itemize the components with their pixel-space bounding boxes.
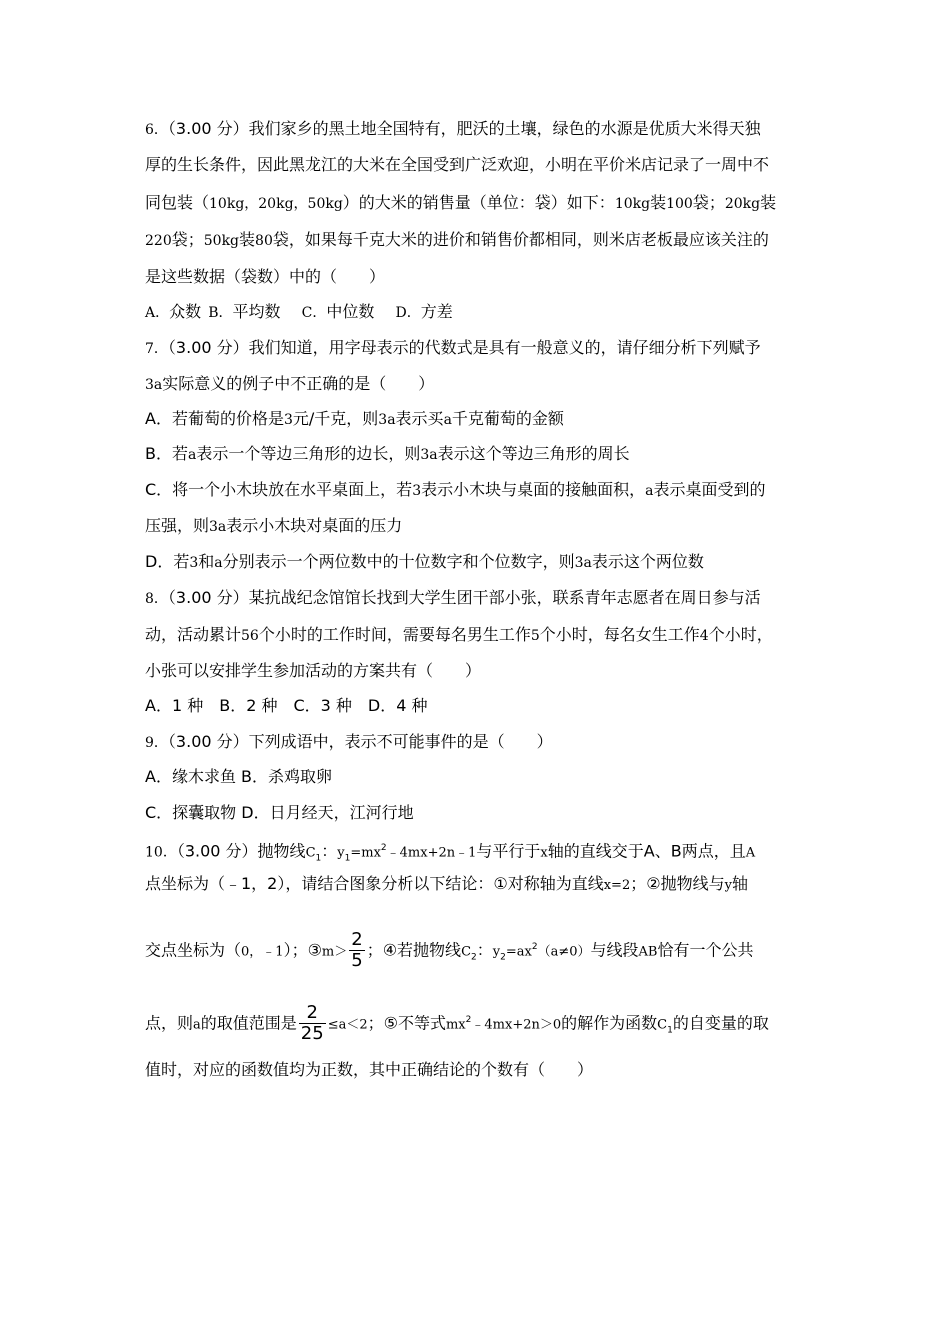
q10-text: 的解作为函数 <box>561 1013 658 1033</box>
q7-text: 3 <box>189 555 199 571</box>
q10-text: 的自变量的取 <box>672 1013 769 1033</box>
q6-text: 是这些数据（袋数）中的（ ） <box>145 267 386 286</box>
q7-number: 7． <box>145 341 168 357</box>
fraction-numerator: 2 <box>351 929 363 951</box>
q7-text: 3a <box>209 519 227 535</box>
q7-text: 表示买 <box>395 409 444 428</box>
q7-option-a <box>145 408 564 431</box>
q6-option-a-letter: A． <box>145 305 170 321</box>
q7-text: 表示一个等边三角形的边长，则 <box>196 444 421 463</box>
q7-text: 分别表示一个两位数中的十位数字和个位数字，则 <box>222 552 575 571</box>
q6-text: 袋； <box>692 193 725 212</box>
q7-option-d <box>145 551 704 574</box>
q6-line-2 <box>145 154 769 176</box>
q10-text: C <box>461 944 472 960</box>
q10-text: ﹣4mx+2n＞0 <box>471 1017 562 1033</box>
q10-text: ）；③ <box>283 940 322 960</box>
q9-option-c: C．探囊取物 <box>145 803 237 822</box>
q10-text: 两点，且 <box>681 841 746 861</box>
q10-text: 轴的直线交于 <box>547 841 644 861</box>
q9-option-a: A．缘木求鱼 <box>145 767 236 786</box>
q6-number: 6． <box>145 122 168 138</box>
q8-text: 某抗战纪念馆馆长找到大学生团干部小张，联系青年志愿者在周日参与活 <box>248 588 761 607</box>
q10-text: a <box>193 1017 201 1033</box>
q7-text: 3 <box>412 483 422 499</box>
q6-option-b-letter: B． <box>208 305 233 321</box>
q6-text: 袋，如果每千克大米的进价和销售价都相同，则米店老板最应该关注的 <box>272 230 769 249</box>
q6-option-d-letter: D． <box>395 305 421 321</box>
q8-text: 个小时的工作时间，需要每名男生工作 <box>258 625 531 644</box>
q10-text: 1 <box>344 853 351 864</box>
q7-text: 3a <box>420 447 438 463</box>
q6-option-d: 方差 <box>420 302 453 321</box>
q6-text: 装 <box>239 230 256 249</box>
q6-line-4 <box>145 229 769 252</box>
q8-text: 个小时， <box>708 625 773 644</box>
q10-line-3 <box>145 925 754 972</box>
q8-text: 56 <box>241 628 259 644</box>
q10-text: （a≠0） <box>537 944 591 960</box>
q7-text: 和 <box>198 552 215 571</box>
q10-text: y <box>724 878 732 893</box>
q7-line-2 <box>145 373 434 396</box>
q10-text: 值时，对应的函数值均为正数，其中正确结论的个数有（ ） <box>145 1060 594 1079</box>
q9-option-d: D．日月经天，江河行地 <box>241 803 414 822</box>
q10-text: x <box>540 845 548 861</box>
q10-text: 2 <box>500 952 506 963</box>
q7-text: a <box>443 412 452 428</box>
q10-text: 抛物线 <box>257 841 306 861</box>
q10-text: A <box>745 845 756 861</box>
q10-text: y <box>337 845 345 861</box>
q10-text: 与线段 <box>590 940 639 960</box>
q6-text: 装 <box>650 193 667 212</box>
q6-text: 80 <box>255 233 273 249</box>
q6-line-1 <box>145 118 761 141</box>
q8-text: 5 <box>530 628 540 644</box>
q9-text: 下列成语中，表示不可能事件的是（ ） <box>248 732 553 751</box>
q10-text: 恰有一个公共 <box>657 940 754 960</box>
q7-line-1 <box>145 337 761 360</box>
fraction-denominator: 25 <box>300 1023 324 1045</box>
q10-text: AB <box>638 944 658 960</box>
q10-text: m＞ <box>321 944 348 960</box>
q10-score: （3.00 分） <box>176 841 258 861</box>
q10-number: 10． <box>145 844 177 861</box>
q7-text: 表示小木块对桌面的压力 <box>226 516 403 535</box>
q7-score: （3.00 分） <box>167 338 249 357</box>
q6-option-c: 中位数 <box>326 302 375 321</box>
q10-text: ；⑤不等式 <box>367 1013 446 1033</box>
q10-line-2 <box>145 873 748 897</box>
q10-text: ： <box>321 841 338 861</box>
q10-text: 0，﹣1 <box>241 944 284 960</box>
q10-text: mx <box>445 1017 466 1033</box>
q10-text: 2 <box>471 952 477 963</box>
q10-text: 2 <box>531 942 538 952</box>
q10-text: x=2 <box>603 878 631 893</box>
q8-score: （3.00 分） <box>167 588 249 607</box>
q8-options <box>145 695 427 717</box>
q10-line-5 <box>145 1059 593 1081</box>
q6-text: 220 <box>145 233 172 249</box>
q7-text: 3a <box>574 555 592 571</box>
q9-number: 9． <box>145 735 168 751</box>
q10-text: C <box>657 1017 668 1033</box>
q10-text: 点，则 <box>145 1013 194 1033</box>
q6-text: 装 <box>760 193 777 212</box>
q7-text: 元/千克，则 <box>292 409 379 428</box>
fraction-two-fifths <box>349 930 364 971</box>
q10-text: ≤a＜2 <box>327 1017 368 1033</box>
q10-text: 点坐标为（﹣1，2），请结合图象分析以下结论：①对称轴为直线 <box>145 874 604 893</box>
q6-options <box>145 301 453 324</box>
q7-text: C．将一个小木块放在水平桌面上，若 <box>145 480 413 499</box>
q6-line-3 <box>145 192 776 215</box>
q7-text: 表示小木块与桌面的接触面积， <box>421 480 646 499</box>
q8-number: 8． <box>145 591 168 607</box>
q10-text: 与平行于 <box>476 841 541 861</box>
fraction-numerator: 2 <box>299 1003 326 1024</box>
q7-text: 实际意义的例子中不正确的是（ ） <box>162 374 435 393</box>
q7-option-c-line-2 <box>145 515 402 538</box>
q6-option-b: 平均数 <box>232 302 281 321</box>
fraction-two-twentyfifths <box>299 1003 326 1044</box>
q10-text: y <box>492 944 501 960</box>
q10-text: ： <box>476 940 493 960</box>
q6-text: 10kg，20kg，50kg <box>209 196 343 212</box>
q10-text: ；④若抛物线 <box>366 940 462 960</box>
q6-text: 同包装（ <box>145 193 210 212</box>
q9-option-b: B．杀鸡取卵 <box>241 767 333 786</box>
q10-text: 轴 <box>731 874 748 893</box>
q10-text: A、B <box>643 841 682 861</box>
q6-text: 我们家乡的黑土地全国特有，肥沃的土壤，绿色的水源是优质大米得天独 <box>248 119 761 138</box>
q7-text: 表示这个两位数 <box>591 552 704 571</box>
q10-text: 交点坐标为（ <box>145 940 242 960</box>
q8-line-1 <box>145 587 761 610</box>
q8-text: 小张可以安排学生参加活动的方案共有（ ） <box>145 661 482 680</box>
q7-text: 3 <box>283 412 293 428</box>
q7-text: 我们知道，用字母表示的代数式是具有一般意义的，请仔细分析下列赋予 <box>248 338 761 357</box>
q7-text: 表示这个等边三角形的周长 <box>437 444 630 463</box>
q6-line-5 <box>145 266 385 288</box>
q8-options-text: A．1 种 B．2 种 C．3 种 D．4 种 <box>145 696 428 715</box>
q10-text: 2 <box>380 843 387 853</box>
q6-text: 袋； <box>171 230 204 249</box>
q6-text: 50kg <box>203 233 240 249</box>
q8-text: 4 <box>699 628 709 644</box>
q9-options-row-2 <box>145 802 414 824</box>
q7-text: A．若葡萄的价格是 <box>145 409 284 428</box>
q7-text: 表示桌面受到的 <box>653 480 766 499</box>
q10-text: 1 <box>315 853 322 864</box>
q10-text: C <box>305 845 316 861</box>
q7-text: 3a <box>145 377 163 393</box>
q7-text: a <box>645 483 654 499</box>
q10-line-1 <box>145 837 755 870</box>
q6-option-c-letter: C． <box>301 305 327 321</box>
fraction-denominator: 5 <box>351 950 363 972</box>
q7-option-c-line-1 <box>145 479 766 502</box>
q7-text: 千克葡萄的金额 <box>451 409 564 428</box>
q7-text: a <box>187 447 197 463</box>
q6-option-a: 众数 <box>169 302 202 321</box>
q10-text: ﹣4mx+2n﹣1 <box>386 845 477 861</box>
q6-text: 厚的生长条件，因此黑龙江的大米在全国受到广泛欢迎，小明在平价米店记录了一周中不 <box>145 155 770 174</box>
q7-text: a <box>214 555 223 571</box>
q9-score: （3.00 分） <box>167 732 249 751</box>
q8-line-3 <box>145 660 481 682</box>
q9-options-row-1 <box>145 766 332 788</box>
q6-text: ）的大米的销售量（单位：袋）如下： <box>342 193 615 212</box>
q10-text: ；②抛物线与 <box>630 874 725 893</box>
q10-line-4 <box>145 998 769 1045</box>
q7-text: 压强，则 <box>145 516 210 535</box>
q10-text: 1 <box>667 1025 673 1036</box>
q6-text: 100 <box>666 196 693 212</box>
q8-text: 动，活动累计 <box>145 625 242 644</box>
q8-line-2 <box>145 624 773 647</box>
q10-text: 2 <box>465 1015 472 1025</box>
q7-option-b <box>145 443 630 466</box>
q6-score: （3.00 分） <box>167 119 249 138</box>
q6-text: 10kg <box>614 196 651 212</box>
q10-text: =ax <box>505 944 532 960</box>
q10-text: 的取值范围是 <box>200 1013 297 1033</box>
q9-line-1 <box>145 731 553 754</box>
q6-text: 20kg <box>724 196 761 212</box>
q7-text: 3a <box>378 412 396 428</box>
q10-text: =mx <box>350 845 381 861</box>
q8-text: 个小时，每名女生工作 <box>539 625 700 644</box>
q7-text: B．若 <box>145 444 188 463</box>
q7-text: D．若 <box>145 552 190 571</box>
